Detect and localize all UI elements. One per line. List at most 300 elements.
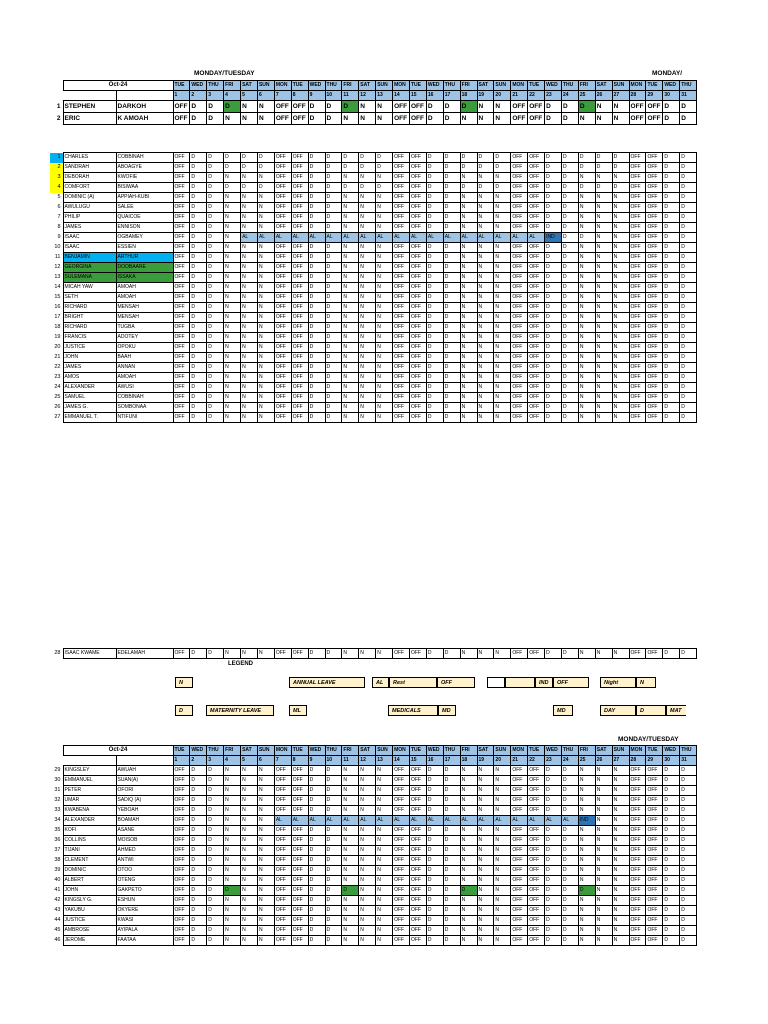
shift-cell: OFF [646, 836, 663, 846]
shift-cell: N [612, 866, 629, 876]
shift-cell: N [578, 193, 595, 203]
shift-cell: N [342, 303, 359, 313]
day-name-header: WED [308, 746, 325, 756]
staff-number: 36 [54, 837, 61, 843]
shift-cell: N [477, 776, 494, 786]
shift-cell: OFF [511, 193, 528, 203]
day-number-header: 8 [291, 91, 308, 101]
shift-cell: D [595, 163, 612, 173]
shift-cell: N [342, 173, 359, 183]
staff-number: 1 [56, 103, 61, 110]
staff-last-name: OPOKU [116, 343, 173, 353]
shift-cell: N [477, 253, 494, 263]
shift-cell: N [477, 333, 494, 343]
shift-cell: N [257, 926, 274, 936]
shift-cell: D [443, 223, 460, 233]
shift-cell: D [426, 163, 443, 173]
shift-cell: OFF [629, 273, 646, 283]
shift-cell: D [342, 101, 359, 113]
shift-cell: OFF [528, 113, 545, 125]
shift-cell: D [308, 866, 325, 876]
shift-cell: D [207, 936, 224, 946]
shift-cell: D [207, 173, 224, 183]
shift-cell: N [460, 846, 477, 856]
shift-cell: D [207, 373, 224, 383]
shift-cell: D [561, 776, 578, 786]
shift-cell: OFF [393, 856, 410, 866]
shift-cell: AL [342, 816, 359, 826]
shift-cell: D [545, 776, 562, 786]
shift-cell: OFF [409, 101, 426, 113]
shift-cell: OFF [274, 936, 291, 946]
shift-cell: N [612, 313, 629, 323]
shift-cell: N [477, 856, 494, 866]
day-name-header: WED [308, 81, 325, 91]
shift-cell: N [612, 816, 629, 826]
shift-cell: D [680, 926, 697, 936]
shift-cell: D [460, 163, 477, 173]
shift-cell: D [663, 263, 680, 273]
shift-cell: D [190, 826, 207, 836]
shift-cell: OFF [629, 836, 646, 846]
shift-cell: N [224, 363, 241, 373]
shift-cell: OFF [528, 353, 545, 363]
shift-cell: AL [443, 233, 460, 243]
shift-cell: OFF [629, 413, 646, 423]
shift-cell: D [207, 403, 224, 413]
shift-cell: N [376, 413, 393, 423]
shift-cell: N [494, 766, 511, 776]
shift-cell: IND [545, 233, 562, 243]
shift-cell: D [426, 846, 443, 856]
shift-cell: N [494, 303, 511, 313]
shift-cell: OFF [291, 886, 308, 896]
shift-cell: N [224, 313, 241, 323]
staff-last-name: DOOBAARE [116, 263, 173, 273]
shift-cell: D [426, 796, 443, 806]
shift-cell: N [595, 796, 612, 806]
shift-cell: D [680, 649, 697, 659]
shift-cell: D [426, 906, 443, 916]
shift-cell: N [241, 926, 258, 936]
shift-cell: D [561, 876, 578, 886]
shift-cell: OFF [274, 323, 291, 333]
day-number-header: 30 [663, 756, 680, 766]
staff-number: 3 [50, 173, 63, 183]
shift-cell: N [342, 766, 359, 776]
shift-cell: N [612, 273, 629, 283]
shift-cell: N [477, 936, 494, 946]
shift-cell: OFF [173, 173, 190, 183]
shift-cell: N [342, 796, 359, 806]
staff-first-name: SETH [63, 293, 116, 303]
shift-cell: N [460, 223, 477, 233]
shift-cell: OFF [646, 273, 663, 283]
shift-cell: D [426, 293, 443, 303]
shift-cell: OFF [511, 806, 528, 816]
staff-row [50, 413, 697, 423]
shift-cell: D [663, 173, 680, 183]
legend-mat: MAT [666, 705, 686, 716]
day-name-header: WED [663, 746, 680, 756]
staff-last-name: OGBAMEY [116, 233, 173, 243]
staff-first-name: DOMINIC [63, 866, 116, 876]
shift-cell: D [207, 413, 224, 423]
shift-cell: OFF [173, 373, 190, 383]
shift-cell: N [257, 333, 274, 343]
shift-cell: OFF [629, 846, 646, 856]
shift-cell: N [241, 796, 258, 806]
shift-cell: AL [376, 233, 393, 243]
shift-cell: N [224, 806, 241, 816]
shift-cell: N [376, 303, 393, 313]
staff-row [50, 323, 697, 333]
shift-cell: OFF [629, 786, 646, 796]
shift-cell: OFF [274, 333, 291, 343]
shift-cell: D [443, 936, 460, 946]
shift-cell: OFF [511, 313, 528, 323]
shift-cell: N [342, 273, 359, 283]
staff-number: 40 [54, 877, 61, 883]
day-number-header: 15 [409, 756, 426, 766]
shift-cell: N [595, 333, 612, 343]
shift-cell: N [359, 203, 376, 213]
shift-cell: D [663, 163, 680, 173]
shift-cell: D [308, 163, 325, 173]
staff-first-name: SANDRAH [63, 163, 116, 173]
shift-cell: D [561, 101, 578, 113]
shift-cell: D [207, 193, 224, 203]
legend-md: MD [438, 705, 456, 716]
shift-cell: D [663, 333, 680, 343]
header-blank [63, 756, 116, 766]
shift-cell: OFF [629, 776, 646, 786]
shift-cell: D [359, 183, 376, 193]
shift-cell: N [460, 293, 477, 303]
shift-cell: D [545, 253, 562, 263]
shift-cell: D [207, 796, 224, 806]
shift-cell: D [561, 113, 578, 125]
day-name-header: FRI [342, 81, 359, 91]
shift-cell: AL [342, 233, 359, 243]
shift-cell: OFF [291, 393, 308, 403]
shift-cell: N [257, 273, 274, 283]
shift-cell: D [561, 233, 578, 243]
shift-cell: N [595, 936, 612, 946]
shift-cell: OFF [291, 183, 308, 193]
shift-cell: N [612, 263, 629, 273]
staff-last-name: KWASI [116, 916, 173, 926]
shift-cell: OFF [274, 886, 291, 896]
staff-last-name: MOISOB [116, 836, 173, 846]
shift-cell: D [663, 846, 680, 856]
shift-cell: OFF [511, 323, 528, 333]
shift-cell: OFF [511, 876, 528, 886]
shift-cell: OFF [409, 263, 426, 273]
shift-cell: D [561, 353, 578, 363]
shift-cell: D [680, 373, 697, 383]
day-number-header: 20 [494, 756, 511, 766]
shift-cell: D [325, 353, 342, 363]
shift-cell: OFF [291, 353, 308, 363]
staff-row [50, 906, 697, 916]
shift-cell: D [190, 293, 207, 303]
shift-cell: D [561, 293, 578, 303]
day-number-header: 9 [308, 756, 325, 766]
shift-cell: D [190, 323, 207, 333]
day-number-header: 18 [460, 91, 477, 101]
shift-cell: D [190, 213, 207, 223]
shift-cell: N [477, 916, 494, 926]
shift-cell: D [443, 113, 460, 125]
shift-cell: D [190, 786, 207, 796]
header-row-dates [50, 91, 697, 101]
shift-cell: N [376, 173, 393, 183]
staff-first-name: UMAR [63, 796, 116, 806]
shift-cell: N [376, 393, 393, 403]
shift-cell: N [241, 263, 258, 273]
header-row-days [50, 746, 697, 756]
shift-cell: D [443, 353, 460, 363]
shift-cell: OFF [274, 223, 291, 233]
shift-cell: N [241, 253, 258, 263]
shift-cell: D [308, 393, 325, 403]
shift-cell: D [663, 796, 680, 806]
shift-cell: N [241, 223, 258, 233]
shift-cell: OFF [528, 846, 545, 856]
shift-cell: OFF [646, 223, 663, 233]
shift-cell: OFF [274, 866, 291, 876]
shift-cell: D [207, 649, 224, 659]
shift-cell: OFF [528, 836, 545, 846]
day-number-header: 4 [224, 91, 241, 101]
shift-cell: N [359, 403, 376, 413]
shift-cell: D [207, 223, 224, 233]
shift-cell: OFF [511, 213, 528, 223]
staff-row [50, 313, 697, 323]
shift-cell: D [561, 383, 578, 393]
shift-cell: N [376, 253, 393, 263]
shift-cell: OFF [291, 383, 308, 393]
shift-cell: OFF [409, 649, 426, 659]
shift-cell: OFF [511, 383, 528, 393]
shift-cell: D [325, 936, 342, 946]
shift-cell: N [494, 293, 511, 303]
shift-cell: N [359, 323, 376, 333]
shift-cell: AL [409, 816, 426, 826]
shift-cell: OFF [393, 766, 410, 776]
staff-number: 38 [54, 857, 61, 863]
shift-cell: D [680, 343, 697, 353]
shift-cell: OFF [393, 806, 410, 816]
shift-cell: N [376, 886, 393, 896]
shift-cell: D [325, 836, 342, 846]
shift-cell: N [241, 113, 258, 125]
shift-cell: N [241, 916, 258, 926]
staff-row [50, 113, 697, 125]
shift-cell: OFF [629, 916, 646, 926]
shift-cell: OFF [393, 796, 410, 806]
shift-cell: D [426, 203, 443, 213]
shift-cell: D [325, 403, 342, 413]
shift-cell: D [207, 233, 224, 243]
shift-cell: D [190, 413, 207, 423]
staff-row [50, 213, 697, 223]
staff-row [50, 333, 697, 343]
shift-cell: OFF [274, 826, 291, 836]
shift-cell: N [342, 223, 359, 233]
shift-cell: D [680, 173, 697, 183]
shift-cell: D [663, 876, 680, 886]
shift-cell: N [494, 806, 511, 816]
shift-cell: N [257, 776, 274, 786]
shift-cell: N [494, 413, 511, 423]
shift-cell: N [342, 403, 359, 413]
shift-cell: D [308, 193, 325, 203]
shift-cell: OFF [629, 253, 646, 263]
shift-cell: N [494, 826, 511, 836]
shift-cell: OFF [291, 243, 308, 253]
shift-cell: N [578, 213, 595, 223]
shift-cell: D [190, 796, 207, 806]
shift-cell: OFF [173, 896, 190, 906]
shift-cell: D [545, 906, 562, 916]
shift-cell: D [443, 273, 460, 283]
staff-number: 5 [57, 194, 61, 200]
shift-cell: D [680, 766, 697, 776]
shift-cell: D [342, 153, 359, 163]
shift-cell: N [494, 846, 511, 856]
shift-cell: N [257, 373, 274, 383]
shift-cell: AL [561, 816, 578, 826]
shift-cell: D [308, 313, 325, 323]
day-name-header: MON [629, 746, 646, 756]
shift-cell: OFF [646, 776, 663, 786]
shift-cell: D [561, 826, 578, 836]
shift-cell: N [342, 776, 359, 786]
shift-cell: N [578, 916, 595, 926]
day-number-header: 28 [629, 91, 646, 101]
day-name-header: WED [545, 81, 562, 91]
shift-cell: D [545, 856, 562, 866]
shift-cell: OFF [173, 393, 190, 403]
shift-cell: D [426, 393, 443, 403]
shift-cell: AL [393, 816, 410, 826]
staff-first-name: JAMES [63, 223, 116, 233]
shift-cell: OFF [409, 906, 426, 916]
shift-cell: N [359, 313, 376, 323]
staff-row [50, 826, 697, 836]
day-name-header: TUE [528, 746, 545, 756]
shift-cell: D [426, 333, 443, 343]
shift-cell: N [460, 263, 477, 273]
day-number-header: 20 [494, 91, 511, 101]
day-number-header: 29 [646, 756, 663, 766]
shift-cell: N [224, 649, 241, 659]
shift-cell: D [426, 786, 443, 796]
staff-first-name: JAMES [63, 363, 116, 373]
shift-cell: OFF [629, 826, 646, 836]
shift-cell: D [190, 283, 207, 293]
shift-cell: D [325, 916, 342, 926]
shift-cell: N [612, 826, 629, 836]
shift-cell: N [224, 243, 241, 253]
staff-last-name: KWOFIE [116, 173, 173, 183]
shift-cell: D [561, 303, 578, 313]
shift-cell: N [376, 786, 393, 796]
staff-row [50, 876, 697, 886]
shift-cell: OFF [646, 243, 663, 253]
shift-cell: OFF [646, 866, 663, 876]
shift-cell: D [426, 283, 443, 293]
shift-cell: OFF [409, 866, 426, 876]
shift-cell: D [443, 213, 460, 223]
shift-cell: OFF [511, 303, 528, 313]
staff-number: 42 [54, 897, 61, 903]
shift-cell: OFF [291, 293, 308, 303]
shift-cell: D [680, 826, 697, 836]
day-name-header: SAT [359, 81, 376, 91]
shift-cell: N [477, 896, 494, 906]
shift-cell: OFF [511, 343, 528, 353]
shift-cell: OFF [528, 866, 545, 876]
shift-cell: N [342, 113, 359, 125]
shift-cell: D [663, 223, 680, 233]
shift-cell: OFF [511, 273, 528, 283]
shift-cell: N [257, 383, 274, 393]
staff-number: 1 [50, 153, 63, 163]
staff-last-name: ISSAKA [116, 273, 173, 283]
shift-cell: OFF [393, 403, 410, 413]
day-name-header: FRI [224, 746, 241, 756]
staff-first-name: YAKUBU [63, 906, 116, 916]
shift-cell: N [595, 896, 612, 906]
shift-cell: N [595, 766, 612, 776]
shift-cell: D [426, 876, 443, 886]
shift-cell: N [224, 353, 241, 363]
shift-cell: OFF [291, 213, 308, 223]
shift-cell: N [477, 113, 494, 125]
shift-cell: D [207, 101, 224, 113]
shift-cell: D [663, 413, 680, 423]
shift-cell: OFF [173, 343, 190, 353]
shift-cell: N [257, 856, 274, 866]
shift-cell: D [680, 916, 697, 926]
shift-cell: OFF [173, 313, 190, 323]
staff-first-name: ALEXANDER [63, 383, 116, 393]
shift-cell: D [426, 263, 443, 273]
shift-cell: N [241, 273, 258, 283]
shift-cell: D [308, 826, 325, 836]
staff-row [50, 796, 697, 806]
staff-number: 33 [54, 807, 61, 813]
shift-cell: D [190, 393, 207, 403]
shift-cell: D [325, 806, 342, 816]
shift-cell: N [460, 776, 477, 786]
shift-cell: N [376, 836, 393, 846]
shift-cell: D [190, 253, 207, 263]
shift-cell: OFF [528, 876, 545, 886]
shift-cell: D [663, 649, 680, 659]
shift-cell: OFF [646, 403, 663, 413]
shift-cell: D [207, 253, 224, 263]
shift-cell: OFF [173, 223, 190, 233]
staff-number: 39 [54, 867, 61, 873]
shift-cell: D [207, 303, 224, 313]
shift-cell: D [426, 303, 443, 313]
shift-cell: N [595, 293, 612, 303]
shift-cell: N [477, 786, 494, 796]
